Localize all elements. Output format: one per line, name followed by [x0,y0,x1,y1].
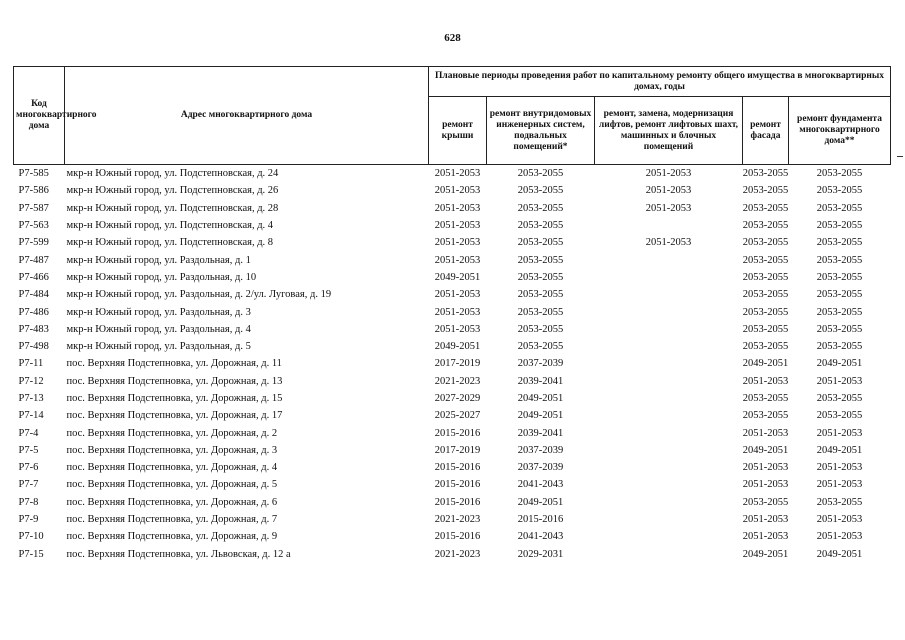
row-systems: 2039-2041 [517,427,564,439]
row-facade: 2053-2055 [742,289,789,301]
row-foundation: 2049-2051 [816,358,863,370]
row-systems: 2037-2039 [517,444,564,456]
row-code: Р7-587 [18,202,49,214]
row-foundation: 2049-2051 [816,548,863,560]
row-systems: 2049-2051 [517,393,564,404]
row-code: Р7-11 [18,358,44,370]
row-elevators [595,373,743,390]
row-elevators [595,251,743,268]
row-roof: 2017-2019 [434,444,481,456]
row-elevators [595,459,743,476]
row-address: мкр-н Южный город, ул. Раздольная, д. 3 [66,306,251,318]
table-row [14,269,891,286]
row-roof: 2015-2016 [434,462,481,474]
row-systems: 2053-2055 [517,237,564,249]
row-facade: 2053-2055 [742,410,789,422]
table-row [14,424,891,441]
row-foundation: 2053-2055 [816,237,863,249]
row-systems: 2053-2055 [517,271,564,283]
table-row [14,476,891,493]
table-row [14,407,891,424]
row-foundation: 2053-2055 [816,323,863,335]
row-code: Р7-10 [18,531,44,543]
row-foundation: 2053-2055 [816,341,863,353]
row-foundation: 2051-2053 [816,427,863,439]
row-address: мкр-н Южный город, ул. Подстепновская, д. 24 [66,168,279,180]
table-row [14,165,891,183]
row-roof: 2015-2016 [434,496,481,508]
table-row [14,182,891,199]
row-roof: 2015-2016 [434,531,481,543]
row-code: Р7-484 [18,289,49,301]
row-address: пос. Верхняя Подстепновка, ул. Дорожная, д. 2 [66,427,278,439]
row-facade: 2053-2055 [742,393,789,404]
row-address: мкр-н Южный город, ул. Подстепновская, д. 26 [66,185,279,197]
row-elevators [595,476,743,493]
row-elevators [595,546,743,563]
row-address: мкр-н Южный город, ул. Подстепновская, д. 4 [66,220,274,232]
margin-mark [897,156,903,157]
row-facade: 2051-2053 [742,531,789,543]
row-systems: 2037-2039 [517,358,564,370]
row-roof: 2051-2053 [434,220,481,232]
table-row [14,286,891,303]
row-systems: 2041-2043 [517,479,564,491]
row-address: мкр-н Южный город, ул. Раздольная, д. 5 [66,341,251,353]
row-foundation: 2053-2055 [816,168,863,180]
row-roof: 2051-2053 [434,185,481,197]
row-foundation: 2051-2053 [816,462,863,474]
row-elevators: 2051-2053 [645,202,692,214]
row-address: пос. Верхняя Подстепновка, ул. Дорожная, д. 11 [66,358,282,370]
row-roof: 2051-2053 [434,168,481,180]
row-elevators [595,286,743,303]
row-elevators [595,511,743,528]
row-systems: 2053-2055 [517,323,564,335]
row-roof: 2025-2027 [434,410,481,422]
row-roof: 2051-2053 [434,202,481,214]
table-row [14,546,891,563]
row-code: Р7-5 [18,444,39,456]
table-row [14,303,891,320]
row-roof: 2051-2053 [434,237,481,249]
row-facade: 2053-2055 [742,496,789,508]
row-facade: 2051-2053 [742,375,789,387]
row-code: Р7-599 [18,237,49,249]
row-code: Р7-487 [18,254,49,266]
row-facade: 2053-2055 [742,168,789,180]
header-roof: ремонт крыши [429,97,487,165]
row-facade: 2049-2051 [742,358,789,370]
table-row [14,234,891,251]
row-code: Р7-15 [18,548,44,560]
row-address: мкр-н Южный город, ул. Подстепновская, д. 28 [66,202,279,214]
row-elevators [595,528,743,545]
row-address: пос. Верхняя Подстепновка, ул. Дорожная, д. 5 [66,479,278,491]
row-address: пос. Верхняя Подстепновка, ул. Дорожная, д. 9 [66,531,278,543]
row-code: Р7-7 [18,479,39,491]
row-foundation: 2051-2053 [816,514,863,526]
row-facade: 2053-2055 [742,185,789,197]
row-foundation: 2049-2051 [816,444,863,456]
row-systems: 2015-2016 [517,514,564,526]
table-row [14,494,891,511]
row-roof: 2021-2023 [434,514,481,526]
page-number: 628 [444,32,461,44]
row-code: Р7-563 [18,220,49,232]
row-code: Р7-12 [18,375,44,387]
row-systems: 2053-2055 [517,254,564,266]
row-foundation: 2053-2055 [816,185,863,197]
row-systems: 2049-2051 [517,496,564,508]
row-roof: 2051-2053 [434,306,481,318]
table-row [14,355,891,372]
row-address: пос. Верхняя Подстепновка, ул. Дорожная, д. 15 [66,393,283,404]
table-row [14,200,891,217]
row-elevators [595,424,743,441]
row-roof: 2021-2023 [434,375,481,387]
row-roof: 2049-2051 [434,271,481,283]
row-elevators [595,217,743,234]
row-roof: 2051-2053 [434,289,481,301]
row-foundation: 2053-2055 [816,271,863,283]
row-code: Р7-486 [18,306,49,318]
row-elevators [595,338,743,355]
row-address: мкр-н Южный город, ул. Раздольная, д. 10 [66,271,257,283]
capital-repair-table [13,66,891,563]
table-row [14,390,891,407]
table-row [14,338,891,355]
row-elevators: 2051-2053 [645,168,692,180]
row-facade: 2053-2055 [742,237,789,249]
row-code: Р7-483 [18,323,49,335]
row-facade: 2053-2055 [742,254,789,266]
row-facade: 2053-2055 [742,323,789,335]
header-code: Код многоквартирного дома [14,67,65,165]
row-systems: 2053-2055 [517,341,564,353]
table-row [14,373,891,390]
row-facade: 2051-2053 [742,514,789,526]
table-row [14,321,891,338]
row-foundation: 2053-2055 [816,220,863,232]
row-code: Р7-13 [18,393,44,404]
row-systems: 2053-2055 [517,220,564,232]
table-row [14,442,891,459]
row-address: пос. Верхняя Подстепновка, ул. Дорожная, д. 6 [66,496,278,508]
header-group: Плановые периоды проведения работ по капитальному ремонту общего имущества в многоквартирных домах, годы [429,67,891,97]
row-systems: 2053-2055 [517,168,564,180]
row-foundation: 2053-2055 [816,202,863,214]
row-roof: 2051-2053 [434,323,481,335]
table-row [14,528,891,545]
row-elevators [595,494,743,511]
row-systems: 2029-2031 [517,548,564,560]
row-facade: 2053-2055 [742,306,789,318]
row-code: Р7-586 [18,185,49,197]
row-code: Р7-8 [18,496,39,508]
row-facade: 2051-2053 [742,462,789,474]
row-systems: 2039-2041 [517,375,564,387]
row-address: мкр-н Южный город, ул. Подстепновская, д. 8 [66,237,274,249]
row-systems: 2053-2055 [517,289,564,301]
row-code: Р7-6 [18,462,39,474]
row-code: Р7-585 [18,168,49,180]
table-row [14,459,891,476]
row-roof: 2021-2023 [434,548,481,560]
row-systems: 2053-2055 [517,202,564,214]
row-roof: 2051-2053 [434,254,481,266]
table-row [14,217,891,234]
row-facade: 2053-2055 [742,220,789,232]
row-elevators: 2051-2053 [645,237,692,249]
row-code: Р7-14 [18,410,44,422]
row-systems: 2041-2043 [517,531,564,543]
row-foundation: 2053-2055 [816,496,863,508]
row-foundation: 2051-2053 [816,375,863,387]
row-code: Р7-9 [18,514,39,526]
row-address: пос. Верхняя Подстепновка, ул. Дорожная, д. 7 [66,514,278,526]
row-elevators [595,303,743,320]
row-address: пос. Верхняя Подстепновка, ул. Дорожная, д. 17 [66,410,283,422]
row-code: Р7-466 [18,271,49,283]
row-systems: 2053-2055 [517,185,564,197]
table-row [14,251,891,268]
row-facade: 2053-2055 [742,341,789,353]
row-elevators [595,321,743,338]
row-foundation: 2051-2053 [816,479,863,491]
row-foundation: 2053-2055 [816,393,863,404]
row-roof: 2049-2051 [434,341,481,353]
row-facade: 2051-2053 [742,479,789,491]
row-elevators [595,407,743,424]
row-address: пос. Верхняя Подстепновка, ул. Львовская, д. 12 а [66,548,291,560]
row-address: мкр-н Южный город, ул. Раздольная, д. 1 [66,254,251,266]
row-foundation: 2053-2055 [816,254,863,266]
row-elevators [595,355,743,372]
row-roof: 2027-2029 [434,393,481,404]
row-address: мкр-н Южный город, ул. Раздольная, д. 4 [66,323,251,335]
row-roof: 2015-2016 [434,427,481,439]
row-facade: 2049-2051 [742,444,789,456]
row-systems: 2053-2055 [517,306,564,318]
header-systems: ремонт внутридомовых инженерных систем, подвальных помещений* [487,97,595,165]
row-address: пос. Верхняя Подстепновка, ул. Дорожная, д. 13 [66,375,283,387]
row-systems: 2037-2039 [517,462,564,474]
header-address: Адрес многоквартирного дома [65,67,429,165]
row-address: пос. Верхняя Подстепновка, ул. Дорожная, д. 3 [66,444,278,456]
row-facade: 2051-2053 [742,427,789,439]
row-elevators [595,269,743,286]
row-elevators [595,390,743,407]
row-foundation: 2053-2055 [816,306,863,318]
table-body [14,165,891,563]
row-code: Р7-4 [18,427,39,439]
row-systems: 2049-2051 [517,410,564,422]
row-elevators: 2051-2053 [645,185,692,197]
row-foundation: 2053-2055 [816,410,863,422]
header-facade: ремонт фасада [743,97,789,165]
row-foundation: 2053-2055 [816,289,863,301]
row-address: мкр-н Южный город, ул. Раздольная, д. 2/ул. Луговая, д. 19 [66,289,332,301]
row-facade: 2053-2055 [742,271,789,283]
row-facade: 2049-2051 [742,548,789,560]
row-roof: 2017-2019 [434,358,481,370]
header-foundation: ремонт фундамента многоквартирного дома** [789,97,891,165]
row-foundation: 2051-2053 [816,531,863,543]
row-roof: 2015-2016 [434,479,481,491]
row-code: Р7-498 [18,341,49,353]
table-row [14,511,891,528]
header-elevators: ремонт, замена, модернизация лифтов, ремонт лифтовых шахт, машинных и блочных помещений [595,97,743,165]
row-address: пос. Верхняя Подстепновка, ул. Дорожная, д. 4 [66,462,278,474]
row-facade: 2053-2055 [742,202,789,214]
row-elevators [595,442,743,459]
